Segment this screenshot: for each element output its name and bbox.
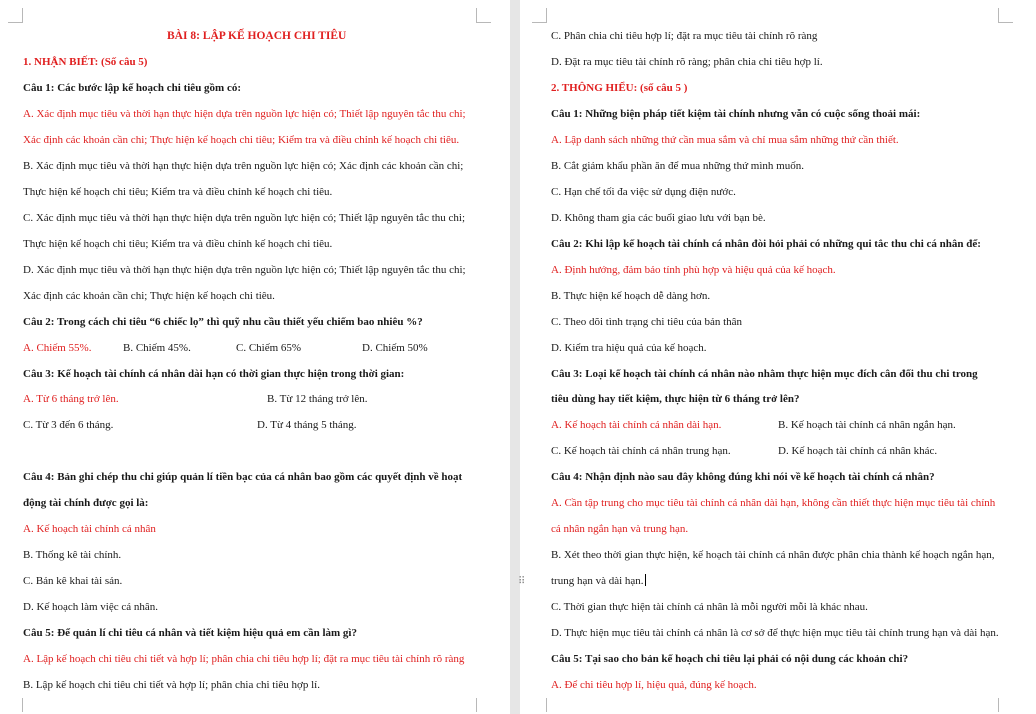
answer-option: A. Lập danh sách những thứ cần mua sắm và chỉ mua sắm những thứ cần thiết. (551, 134, 899, 146)
answer-option: A. Định hướng, đảm bảo tính phù hợp và hiệu quả của kế hoạch. (551, 264, 836, 276)
answer-option: cá nhân ngắn hạn và trung hạn. (551, 523, 689, 535)
answer-option: A. Để chi tiêu hợp lí, hiệu quả, đúng kế hoạch. (551, 679, 757, 691)
question-text: Câu 3: Loại kế hoạch tài chính cá nhân nào nhằm thực hiện mục đích cân đối thu chi trong (551, 368, 978, 380)
answer-option: B. Từ 12 tháng trở lên. (267, 393, 368, 405)
question-text: Câu 3: Kế hoạch tài chính cá nhân dài hạn có thời gian thực hiện trong thời gian: (23, 368, 405, 380)
answer-option: C. Chiếm 65% (236, 342, 302, 354)
answer-option: D. Thực hiện mục tiêu tài chính cá nhân là cơ sở để thực hiện mục tiêu tài chính trung hạn và dài hạn. (551, 627, 999, 639)
answer-option: B. Xác định mục tiêu và thời hạn thực hiện dựa trên nguồn lực hiện có; Xác định các khoản cần chi; (23, 160, 464, 172)
answer-option: C. Hạn chế tối đa việc sử dụng điện nước. (551, 186, 736, 198)
section-heading: 1. NHẬN BIẾT: (Số câu 5) (23, 56, 148, 68)
question-text: động tài chính được gọi là: (23, 497, 149, 509)
document-page-left[interactable] (0, 0, 510, 714)
answer-option: B. Kế hoạch tài chính cá nhân ngắn hạn. (778, 419, 956, 431)
corner-mark (8, 698, 23, 712)
corner-mark (532, 8, 547, 23)
answer-option-with-cursor[interactable] (551, 574, 646, 588)
page-gap (510, 0, 520, 714)
answer-option: Thực hiện kế hoạch chi tiêu; Kiểm tra và điều chỉnh kế hoạch chi tiêu. (23, 238, 333, 250)
answer-option: trung hạn và dài hạn. (551, 575, 644, 587)
answer-option: Xác định các khoản cần chi; Thực hiện kế hoạch chi tiêu; Kiểm tra và điều chỉnh kế hoạch chi tiêu. (23, 134, 460, 146)
question-text: Câu 5: Tại sao cho bản kế hoạch chi tiêu lại phải có nội dung các khoản chi? (551, 653, 909, 665)
answer-option: A. Từ 6 tháng trở lên. (23, 393, 119, 405)
answer-option: D. Không tham gia các buổi giao lưu với bạn bè. (551, 212, 766, 224)
corner-mark (476, 698, 491, 712)
answer-option: A. Cần tập trung cho mục tiêu tài chính cá nhân dài hạn, không cần thiết thực hiện mục tiêu tài chính (551, 497, 996, 509)
answer-option: A. Kế hoạch tài chính cá nhân (23, 523, 156, 535)
corner-mark (532, 698, 547, 712)
answer-option: A. Xác định mục tiêu và thời hạn thực hiện dựa trên nguồn lực hiện có; Thiết lập nguyên tắc thu chi; (23, 108, 466, 120)
question-text: Câu 2: Trong cách chi tiêu “6 chiếc lọ” thì quỹ nhu cầu thiết yếu chiếm bao nhiêu %? (23, 316, 423, 328)
corner-mark (8, 8, 23, 23)
document-page-right[interactable] (520, 0, 1036, 714)
answer-option: Thực hiện kế hoạch chi tiêu; Kiểm tra và điều chỉnh kế hoạch chi tiêu. (23, 186, 333, 198)
question-text: Câu 1: Những biện pháp tiết kiệm tài chính nhưng vẫn có cuộc sống thoải mái: (551, 108, 921, 120)
drag-handle-icon[interactable]: ⠿ (518, 576, 526, 587)
answer-option: D. Đặt ra mục tiêu tài chính rõ ràng; phân chia chi tiêu hợp lí. (551, 56, 823, 68)
answer-option: Xác định các khoản cần chi; Thực hiện kế hoạch chi tiêu. (23, 290, 275, 302)
answer-option: D. Kế hoạch làm việc cá nhân. (23, 601, 158, 613)
answer-option: C. Phân chia chi tiêu hợp lí; đặt ra mục tiêu tài chính rõ ràng (551, 30, 818, 42)
document-title: BÀI 8: LẬP KẾ HOẠCH CHI TIÊU (167, 30, 347, 42)
answer-option: C. Xác định mục tiêu và thời hạn thực hiện dựa trên nguồn lực hiện có; Thiết lập nguyên tắc thu chi; (23, 212, 465, 224)
answer-option: B. Thực hiện kế hoạch dễ dàng hơn. (551, 290, 711, 302)
answer-option: D. Xác định mục tiêu và thời hạn thực hiện dựa trên nguồn lực hiện có; Thiết lập nguyên tắc thu chi; (23, 264, 466, 276)
section-heading: 2. THÔNG HIỂU: (số câu 5 ) (551, 82, 688, 94)
corner-mark (998, 698, 1013, 712)
answer-option: B. Cắt giảm khẩu phần ăn để mua những thứ mình muốn. (551, 160, 804, 172)
answer-option: C. Từ 3 đến 6 tháng. (23, 419, 114, 431)
text-cursor (645, 574, 646, 586)
answer-option: C. Thời gian thực hiện tài chính cá nhân là mỗi người mỗi là khác nhau. (551, 601, 868, 613)
question-text: Câu 1: Các bước lập kế hoạch chi tiêu gồm có: (23, 82, 242, 94)
answer-option: B. Lập kế hoạch chi tiêu chi tiết và hợp lí; phân chia chi tiêu hợp lí. (23, 679, 320, 691)
question-text: Câu 4: Bản ghi chép thu chi giúp quản lí tiền bạc của cá nhân bao gồm các quyết định về hoạt (23, 471, 463, 483)
question-text: Câu 2: Khi lập kế hoạch tài chính cá nhân đòi hỏi phải có những qui tắc thu chi cá nhân để: (551, 238, 981, 250)
answer-option: C. Theo dõi tình trạng chi tiêu của bản thân (551, 316, 743, 328)
question-text: Câu 4: Nhận định nào sau đây không đúng khi nói về kế hoạch tài chính cá nhân? (551, 471, 935, 483)
answer-option: A. Lập kế hoạch chi tiêu chi tiết và hợp lí; phân chia chi tiêu hợp lí; đặt ra mục tiêu tài chính rõ ràng (23, 653, 465, 665)
answer-option: B. Chiếm 45%. (123, 342, 191, 354)
answer-option: D. Kế hoạch tài chính cá nhân khác. (778, 445, 938, 457)
question-text: tiêu dùng hay tiết kiệm, thực hiện từ 6 tháng trở lên? (551, 393, 800, 405)
answer-option: C. Kế hoạch tài chính cá nhân trung hạn. (551, 445, 731, 457)
answer-option: D. Chiếm 50% (362, 342, 428, 354)
answer-option: B. Thống kê tài chính. (23, 549, 122, 561)
question-text: Câu 5: Để quản lí chi tiêu cá nhân và tiết kiệm hiệu quả em cần làm gì? (23, 627, 357, 639)
answer-option: D. Từ 4 tháng 5 tháng. (257, 419, 357, 431)
answer-option: C. Bản kê khai tài sản. (23, 575, 123, 587)
corner-mark (998, 8, 1013, 23)
corner-mark (476, 8, 491, 23)
answer-option: B. Xét theo thời gian thực hiện, kế hoạch tài chính cá nhân được phân chia thành kế hoạch ngắn hạn, (551, 549, 995, 561)
answer-option: A. Chiếm 55%. (23, 342, 92, 354)
answer-option: D. Kiểm tra hiệu quả của kế hoạch. (551, 342, 707, 354)
answer-option: A. Kế hoạch tài chính cá nhân dài hạn. (551, 419, 722, 431)
